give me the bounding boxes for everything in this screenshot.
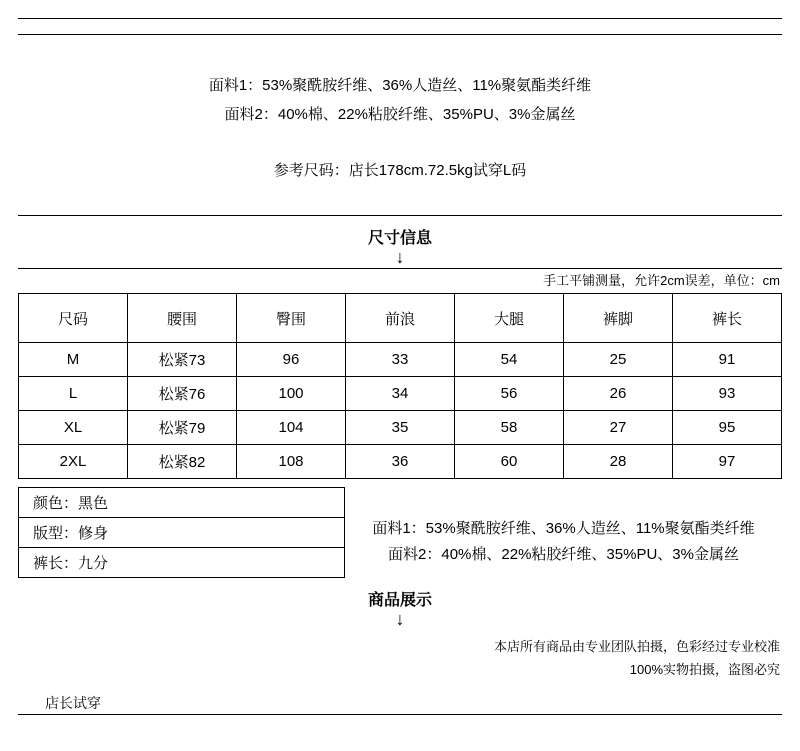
down-arrow-icon: ↓ — [395, 247, 405, 267]
size-table-cell: 97 — [673, 445, 782, 479]
size-table-cell: 34 — [346, 377, 455, 411]
size-reference-text: 参考尺码：店长178cm.72.5kg试穿L码 — [273, 162, 527, 179]
size-section-title: 尺寸信息 — [367, 230, 432, 247]
down-arrow-icon: ↓ — [395, 609, 405, 629]
divider — [18, 268, 782, 269]
size-table-cell: 25 — [564, 343, 673, 377]
size-table-header: 臀围 — [237, 294, 346, 343]
attribute-cell: 版型：修身 — [19, 518, 345, 548]
size-table-header-row — [19, 294, 782, 343]
size-table-cell: 56 — [455, 377, 564, 411]
size-table-cell: 36 — [346, 445, 455, 479]
table-row — [19, 518, 345, 548]
size-table-header: 尺码 — [19, 294, 128, 343]
fabric1-text: 面料1：53%聚酰胺纤维、36%人造丝、11%聚氨酯类纤维 — [208, 77, 592, 94]
size-table-cell: 28 — [564, 445, 673, 479]
size-table-cell: 26 — [564, 377, 673, 411]
attributes-table — [18, 487, 345, 578]
photo-disclaimer-line1: 本店所有商品由专业团队拍摄，色彩经过专业校准 — [493, 639, 780, 654]
size-table-cell: 95 — [673, 411, 782, 445]
fabric-intro-block — [18, 78, 782, 179]
fabric1-repeat-text: 面料1：53%聚酰胺纤维、36%人造丝、11%聚氨酯类纤维 — [372, 519, 755, 537]
fitting-label: 店长试穿 — [45, 695, 101, 711]
table-row — [19, 377, 782, 411]
photo-disclaimer — [18, 635, 782, 681]
size-table-header: 前浪 — [346, 294, 455, 343]
bottom-divider — [18, 714, 782, 715]
size-table-cell: 松紧82 — [128, 445, 237, 479]
table-row — [19, 445, 782, 479]
size-table-cell: 54 — [455, 343, 564, 377]
table-row — [19, 411, 782, 445]
size-table-cell: 58 — [455, 411, 564, 445]
size-table-cell: XL — [19, 411, 128, 445]
size-table-cell: 松紧73 — [128, 343, 237, 377]
size-table-cell: 松紧76 — [128, 377, 237, 411]
measurement-note: 手工平铺测量，允许2cm误差，单位：cm — [543, 273, 780, 288]
divider — [18, 215, 782, 216]
fabric2-repeat-text: 面料2：40%棉、22%粘胶纤维、35%PU、3%金属丝 — [388, 545, 739, 563]
size-table-header: 大腿 — [455, 294, 564, 343]
attribute-cell: 颜色：黑色 — [19, 488, 345, 518]
size-table-cell: L — [19, 377, 128, 411]
display-section-title: 商品展示 — [367, 592, 432, 609]
size-table-head — [19, 294, 782, 343]
size-table-header: 腰围 — [128, 294, 237, 343]
attribute-cell: 裤长：九分 — [19, 548, 345, 578]
size-table-cell: 108 — [237, 445, 346, 479]
size-table-cell: 33 — [346, 343, 455, 377]
size-table-cell: 2XL — [19, 445, 128, 479]
size-table — [18, 293, 782, 479]
fabric-repeat-block — [345, 487, 782, 578]
table-row — [19, 488, 345, 518]
size-table-cell: 96 — [237, 343, 346, 377]
size-table-cell: 91 — [673, 343, 782, 377]
size-table-cell: 松紧79 — [128, 411, 237, 445]
fabric2-text: 面料2：40%棉、22%粘胶纤维、35%PU、3%金属丝 — [224, 106, 576, 123]
table-row — [19, 548, 345, 578]
size-table-cell: M — [19, 343, 128, 377]
attributes-and-fabric-block — [18, 487, 782, 578]
size-table-cell: 104 — [237, 411, 346, 445]
photo-disclaimer-line2: 100%实物拍摄，盗图必究 — [629, 662, 780, 677]
size-table-body — [19, 343, 782, 479]
size-table-header: 裤长 — [673, 294, 782, 343]
table-row — [19, 343, 782, 377]
size-table-header: 裤脚 — [564, 294, 673, 343]
size-table-cell: 27 — [564, 411, 673, 445]
size-table-cell: 100 — [237, 377, 346, 411]
size-table-cell: 35 — [346, 411, 455, 445]
size-table-cell: 60 — [455, 445, 564, 479]
size-table-cell: 93 — [673, 377, 782, 411]
top-divider-band — [18, 18, 782, 35]
